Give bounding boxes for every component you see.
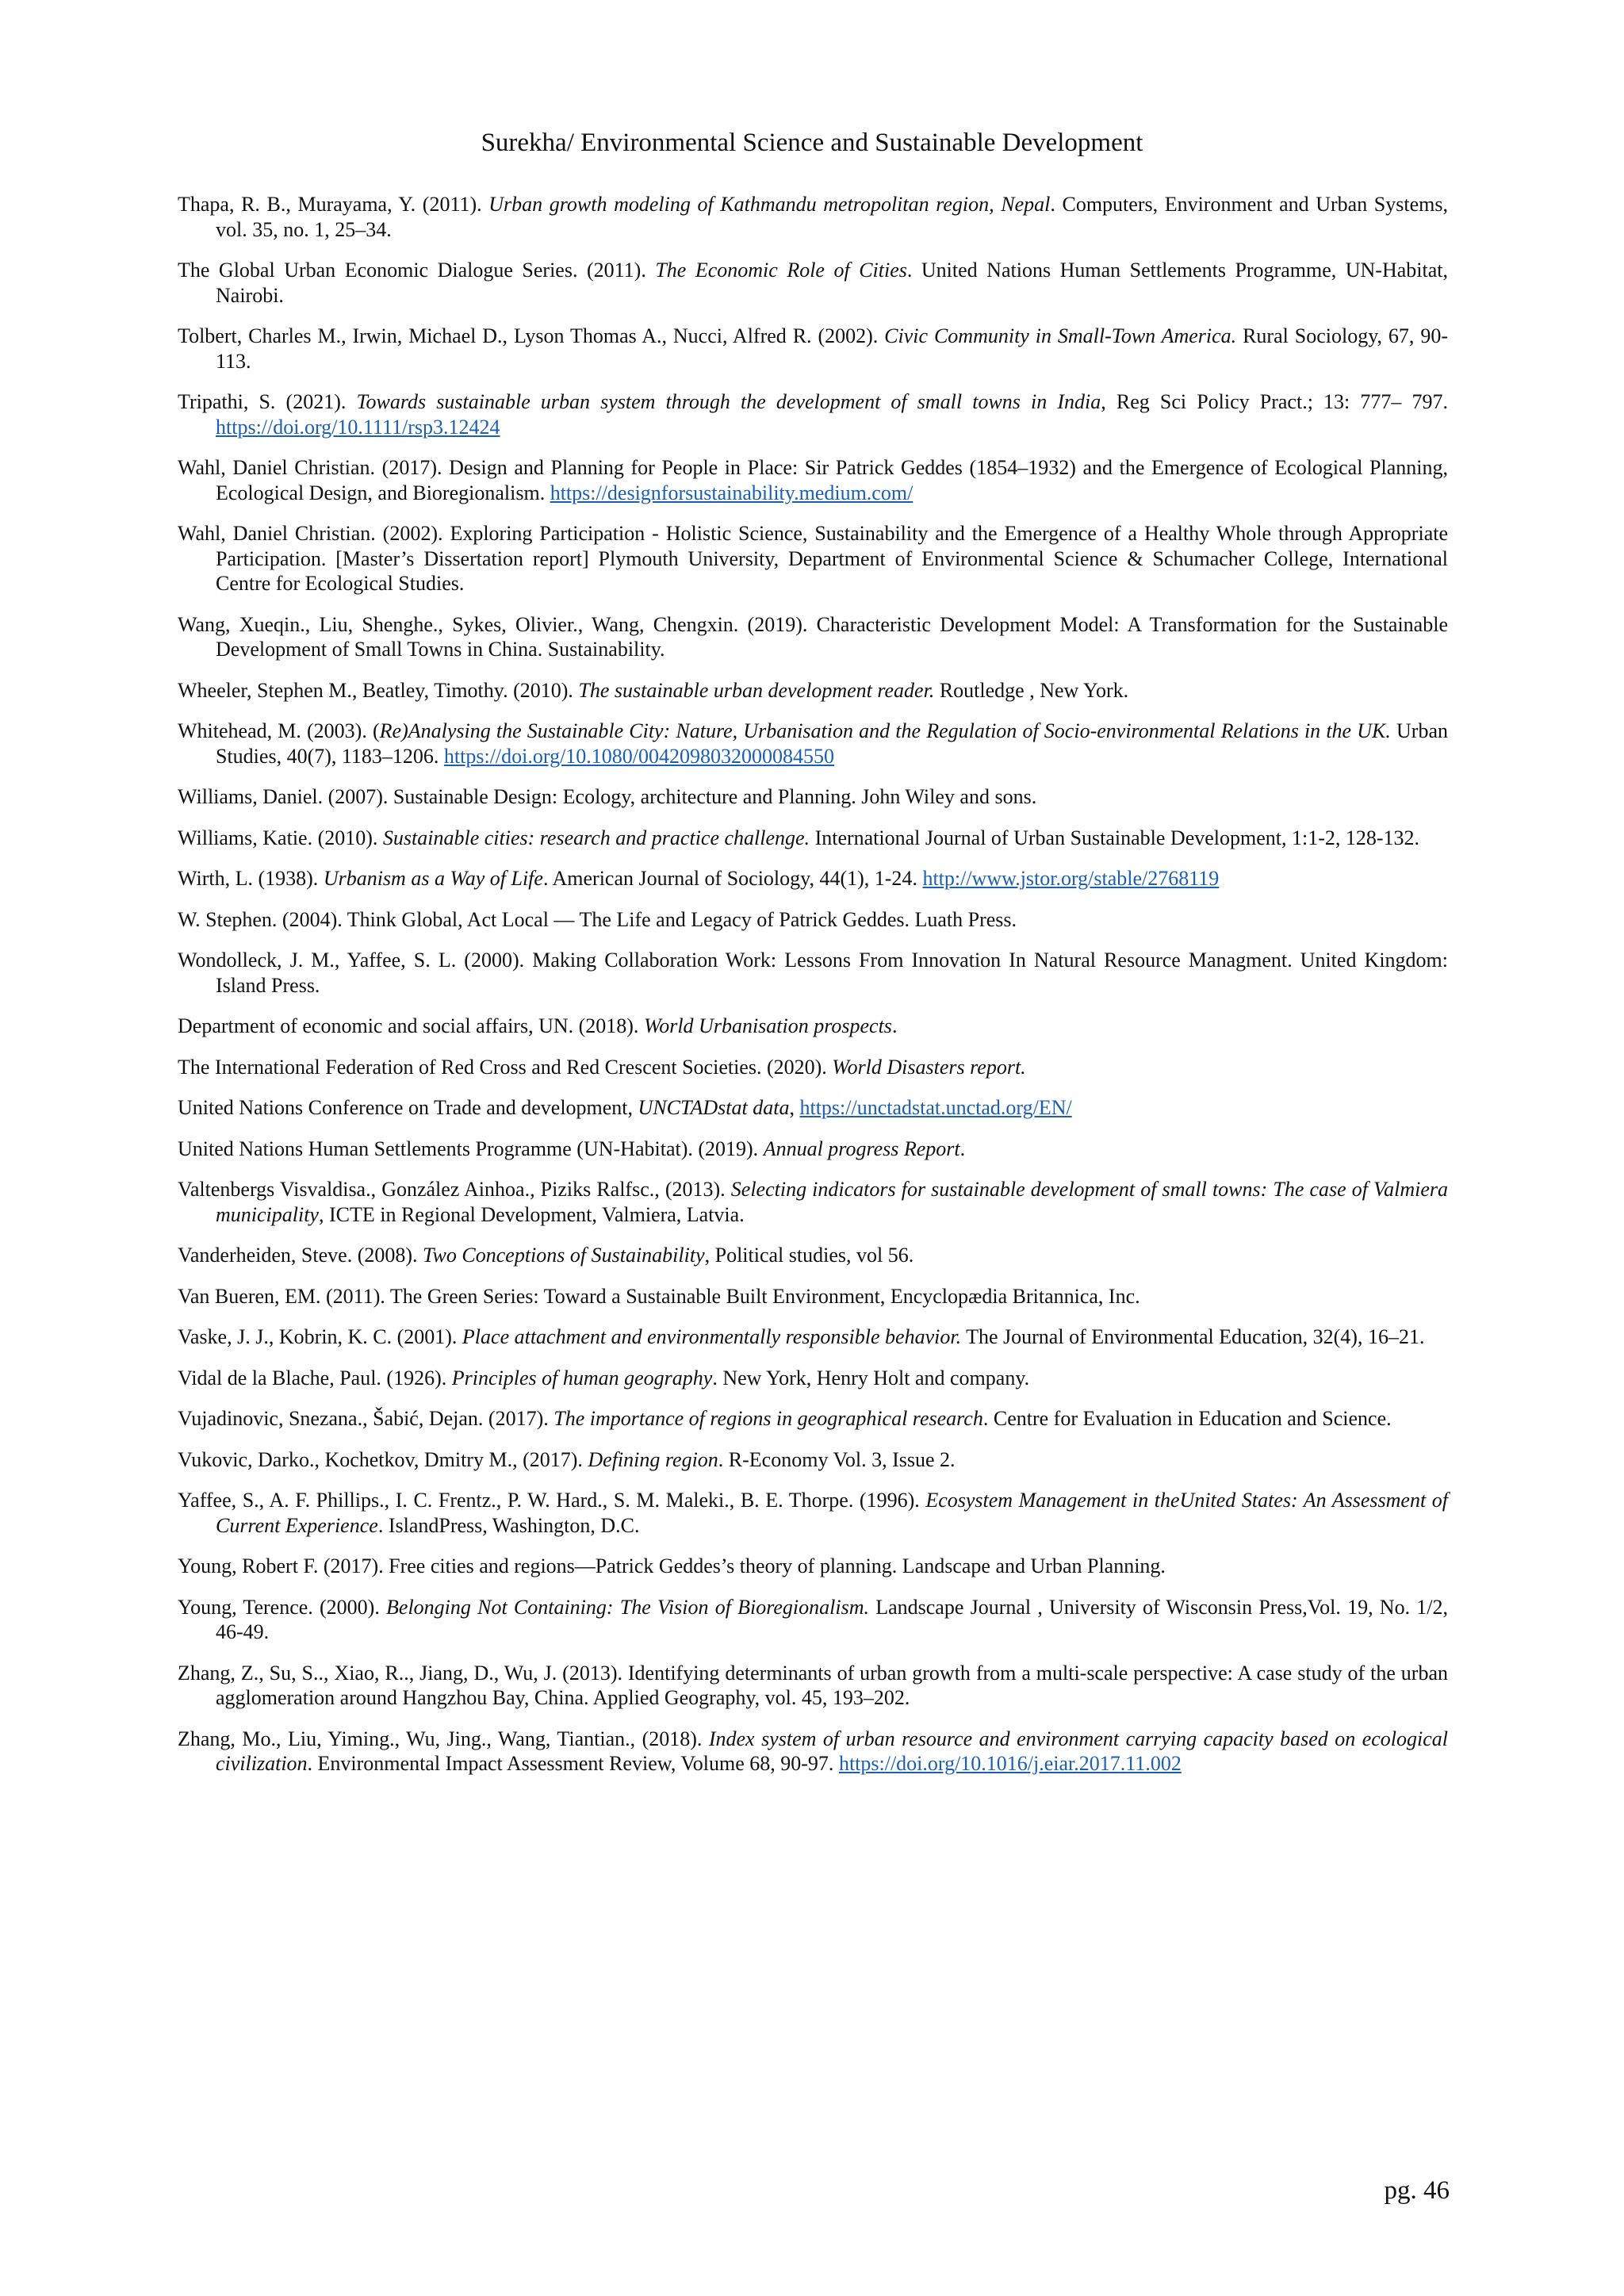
reference-text: Wahl, Daniel Christian. (2017). Design and Planning for People in Place: Sir Patrick Geddes (1854–1932) and the Emergence of Ecological Planning, Ecological Design, and Bioregionalism. <box>178 456 1448 504</box>
reference-title: Place attachment and environmentally responsible behavior. <box>462 1325 962 1348</box>
reference-text: . <box>959 1137 966 1160</box>
reference-title: Civic Community in Small-Town America. <box>884 324 1237 347</box>
reference-text: Valtenbergs Visvaldisa., González Ainhoa., Piziks Ralfsc., (2013). <box>178 1178 731 1201</box>
reference-title: World Urbanisation prospects <box>643 1014 892 1037</box>
reference-text: The Global Urban Economic Dialogue Series. (2011). <box>178 259 656 282</box>
reference-text: Wang, Xueqin., Liu, Shenghe., Sykes, Olivier., Wang, Chengxin. (2019). Characteristic Development Model: A Transformation for the Sustainable Development of Small Towns in China. Sustainability. <box>178 612 1448 661</box>
reference-text: . IslandPress, Washington, D.C. <box>377 1513 640 1537</box>
reference-title: Two Conceptions of Sustainability <box>423 1244 705 1267</box>
reference-link[interactable]: https://doi.org/10.1080/0042098032000084550 <box>443 744 835 768</box>
reference-entry <box>178 521 1448 596</box>
reference-text: Vukovic, Darko., Kochetkov, Dmitry M., (2017). <box>178 1447 588 1471</box>
reference-text: Wondolleck, J. M., Yaffee, S. L. (2000). Making Collaboration Work: Lessons From Innovation In Natural Resource Managment. United Kingdom: Island Press. <box>178 949 1448 997</box>
reference-entry <box>178 1243 1448 1268</box>
reference-entry <box>178 1014 1448 1039</box>
reference-link[interactable]: https://unctadstat.unctad.org/EN/ <box>799 1096 1072 1119</box>
reference-title: Urban growth modeling of Kathmandu metropolitan region, Nepal <box>488 193 1051 216</box>
reference-entry <box>178 1284 1448 1309</box>
reference-text: Vaske, J. J., Kobrin, K. C. (2001). <box>178 1325 462 1348</box>
reference-entry <box>178 389 1448 439</box>
reference-title: The sustainable urban development reader. <box>578 678 935 702</box>
reference-title: Towards sustainable urban system through the development of small towns in India <box>356 390 1101 413</box>
reference-title: Urbanism as a Way of Life <box>323 867 543 890</box>
reference-text: Tolbert, Charles M., Irwin, Michael D., Lyson Thomas A., Nucci, Alfred R. (2002). <box>178 324 885 347</box>
reference-text: Vidal de la Blache, Paul. (1926). <box>178 1366 452 1389</box>
reference-text: United Nations Conference on Trade and development, <box>178 1096 638 1119</box>
reference-entry <box>178 1488 1448 1538</box>
reference-text: Routledge , New York. <box>934 678 1129 702</box>
reference-entry <box>178 1177 1448 1227</box>
reference-text: Zhang, Z., Su, S.., Xiao, R.., Jiang, D., Wu, J. (2013). Identifying determinants of urban growth from a multi-scale perspective: A case study of the urban agglomeration around Hangzhou Bay, China. Applied Geography, vol. 45, 193–202. <box>178 1661 1448 1709</box>
reference-link[interactable]: https://doi.org/10.1016/j.eiar.2017.11.002 <box>838 1752 1182 1775</box>
reference-entry <box>178 1554 1448 1579</box>
reference-entry <box>178 258 1448 308</box>
reference-text: Urban Studies, 40(7), 1183–1206. <box>216 719 1448 768</box>
reference-entry <box>178 1055 1448 1080</box>
reference-entry <box>178 719 1448 769</box>
reference-text: Young, Terence. (2000). <box>178 1595 387 1619</box>
reference-text: , ICTE in Regional Development, Valmiera, Latvia. <box>318 1202 745 1226</box>
reference-text: International Journal of Urban Sustainable Development, 1:1-2, 128-132. <box>810 826 1420 849</box>
reference-text: Zhang, Mo., Liu, Yiming., Wu, Jing., Wang, Tiantian., (2018). <box>178 1727 709 1750</box>
reference-link[interactable]: https://doi.org/10.1111/rsp3.12424 <box>216 415 500 439</box>
reference-title: Principles of human geography <box>451 1366 713 1389</box>
reference-text: Thapa, R. B., Murayama, Y. (2011). <box>178 193 489 216</box>
reference-text: Williams, Daniel. (2007). Sustainable Design: Ecology, architecture and Planning. John Wiley and sons. <box>178 785 1037 808</box>
reference-title: The importance of regions in geographical research <box>553 1407 983 1430</box>
reference-entry <box>178 1324 1448 1350</box>
reference-text: Rural Sociology, 67, 90-113. <box>216 324 1448 373</box>
reference-text: Vujadinovic, Snezana., Šabić, Dejan. (2017). <box>178 1407 554 1430</box>
reference-entry <box>178 1661 1448 1711</box>
reference-entry <box>178 907 1448 933</box>
reference-text: Landscape Journal , University of Wisconsin Press,Vol. 19, No. 1/2, 46-49. <box>216 1595 1448 1643</box>
reference-title: Annual progress Report <box>763 1137 960 1160</box>
reference-text: Tripathi, S. (2021). <box>178 390 357 413</box>
reference-entry <box>178 1595 1448 1645</box>
reference-text: Van Bueren, EM. (2011). The Green Series: Toward a Sustainable Built Environment, Encyclopædia Britannica, Inc. <box>178 1284 1140 1308</box>
reference-link[interactable]: http://www.jstor.org/stable/2768119 <box>922 867 1220 890</box>
reference-text: . Computers, Environment and Urban Systems, vol. 35, no. 1, 25–34. <box>216 193 1448 241</box>
reference-text: Vanderheiden, Steve. (2008). <box>178 1244 423 1267</box>
reference-title: Ecosystem Management in theUnited States: An Assessment of Current Experience <box>216 1489 1449 1537</box>
reference-link[interactable]: https://designforsustainability.medium.com/ <box>550 481 914 504</box>
reference-entry <box>178 192 1448 242</box>
reference-entry <box>178 1137 1448 1162</box>
reference-text: . New York, Henry Holt and company. <box>712 1366 1030 1389</box>
reference-entry <box>178 948 1448 998</box>
reference-text: Young, Robert F. (2017). Free cities and regions—Patrick Geddes’s theory of planning. Landscape and Urban Planning. <box>178 1554 1166 1577</box>
reference-title: Belonging Not Containing: The Vision of Bioregionalism. <box>386 1595 869 1619</box>
reference-title: World Disasters report. <box>832 1055 1026 1079</box>
reference-entry <box>178 678 1448 703</box>
reference-entry <box>178 1447 1448 1473</box>
reference-text: Yaffee, S., A. F. Phillips., I. C. Frentz., P. W. Hard., S. M. Maleki., B. E. Thorpe. (1996). <box>178 1489 926 1512</box>
reference-text: . Centre for Evaluation in Education and Science. <box>982 1407 1392 1430</box>
reference-text: The International Federation of Red Cross and Red Crescent Societies. (2020). <box>178 1055 833 1079</box>
reference-text: Wahl, Daniel Christian. (2002). Exploring Participation - Holistic Science, Sustainability and the Emergence of a Healthy Whole through Appropriate Participation. [Master’s Dissertation report] Plymouth University, Department of Environmental Science & Schumacher College, International Centre for Ecological Studies. <box>178 522 1448 595</box>
reference-text: W. Stephen. (2004). Think Global, Act Local — The Life and Legacy of Patrick Geddes. Luath Press. <box>178 907 1017 931</box>
reference-title: Sustainable cities: research and practice challenge. <box>382 826 810 849</box>
reference-entry <box>178 1095 1448 1121</box>
reference-text: . American Journal of Sociology, 44(1), 1-24. <box>542 867 923 890</box>
reference-text: Department of economic and social affairs, UN. (2018). <box>178 1014 644 1037</box>
reference-text: . R-Economy Vol. 3, Issue 2. <box>718 1447 956 1471</box>
reference-text: . <box>891 1014 898 1037</box>
reference-text: The Journal of Environmental Education, 32(4), 16–21. <box>961 1325 1425 1348</box>
reference-title: Re)Analysing the Sustainable City: Nature, Urbanisation and the Regulation of Socio-environmental Relations in the UK. <box>379 719 1391 742</box>
reference-entry <box>178 324 1448 374</box>
reference-entry <box>178 1366 1448 1391</box>
reference-text: . United Nations Human Settlements Programme, UN-Habitat, Nairobi. <box>216 259 1448 307</box>
reference-text: Wirth, L. (1938). <box>178 867 324 890</box>
page-number: pg. 46 <box>1384 2176 1450 2205</box>
reference-text: , Political studies, vol 56. <box>704 1244 914 1267</box>
reference-text: , Reg Sci Policy Pract.; 13: 777– 797. <box>1101 390 1449 413</box>
reference-entry <box>178 1406 1448 1432</box>
reference-title: UNCTADstat data <box>638 1096 790 1119</box>
reference-entry <box>178 1727 1448 1777</box>
reference-text: . Environmental Impact Assessment Review, Volume 68, 90-97. <box>307 1752 839 1775</box>
reference-entry <box>178 455 1448 505</box>
reference-title: Defining region <box>588 1447 718 1471</box>
reference-text: Williams, Katie. (2010). <box>178 826 383 849</box>
reference-title: Index system of urban resource and environment carrying capacity based on ecological civilization <box>216 1727 1448 1775</box>
running-header: Surekha/ Environmental Science and Sustainable Development <box>481 128 1143 157</box>
reference-entry <box>178 612 1448 662</box>
reference-list <box>178 192 1448 1792</box>
reference-text: Whitehead, M. (2003). ( <box>178 719 380 742</box>
reference-entry <box>178 826 1448 851</box>
reference-entry <box>178 784 1448 810</box>
reference-text: Wheeler, Stephen M., Beatley, Timothy. (2010). <box>178 678 579 702</box>
reference-text: , <box>789 1096 800 1119</box>
reference-title: Selecting indicators for sustainable development of small towns: The case of Valmiera municipality <box>216 1178 1449 1226</box>
reference-entry <box>178 866 1448 891</box>
reference-title: The Economic Role of Cities <box>655 259 907 282</box>
reference-text: United Nations Human Settlements Programme (UN-Habitat). (2019). <box>178 1137 764 1160</box>
